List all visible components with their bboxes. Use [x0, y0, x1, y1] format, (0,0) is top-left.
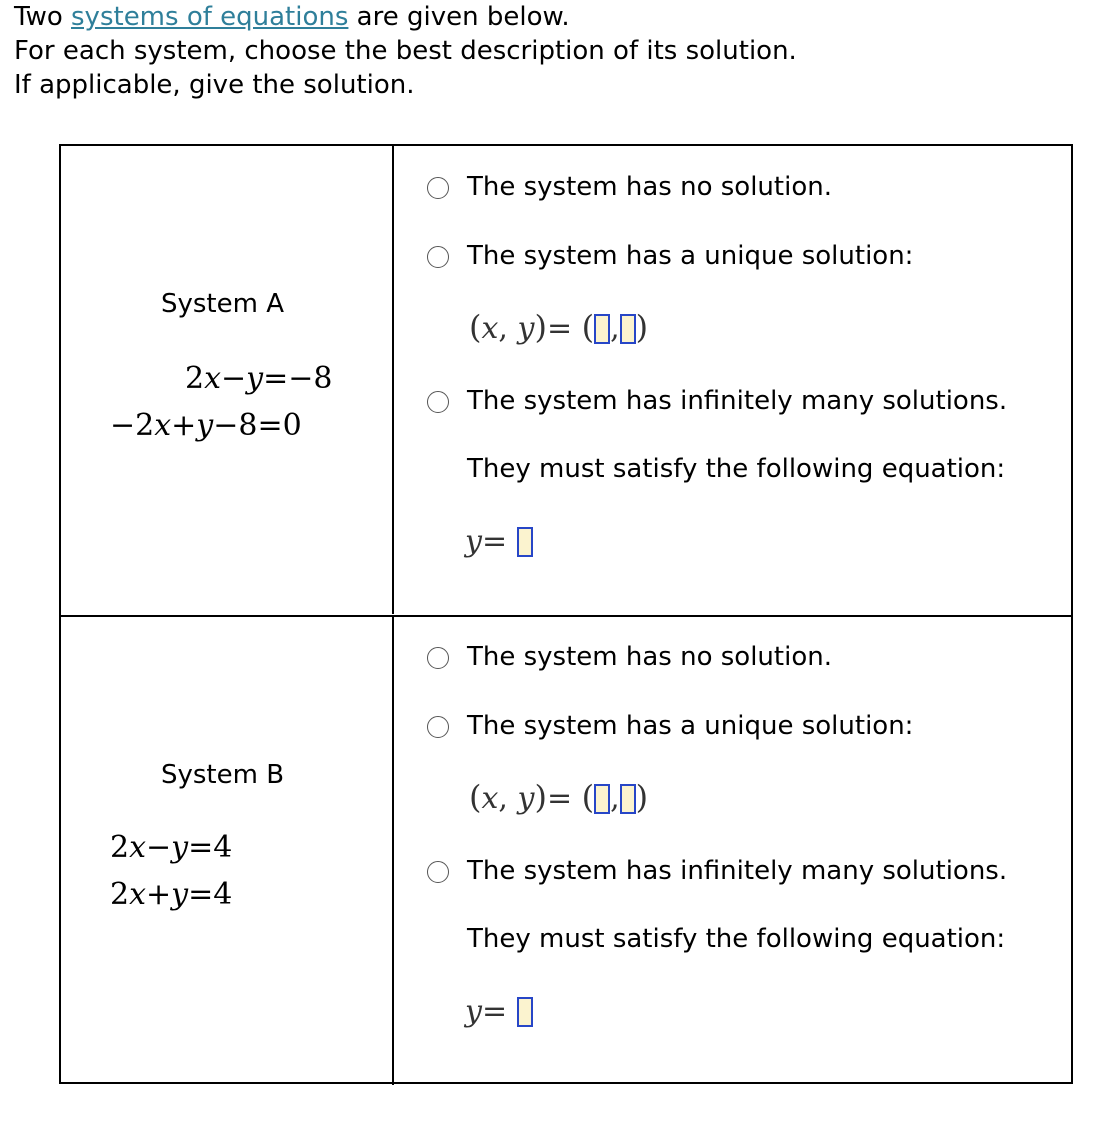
system-b-infinite-radio[interactable] — [427, 861, 449, 883]
system-b-x-input[interactable] — [594, 784, 610, 814]
system-a-no-solution-radio[interactable] — [427, 177, 449, 199]
systems-of-equations-link[interactable]: systems of equations — [71, 2, 349, 32]
system-b-unique-label: The system has a unique solution: — [467, 711, 914, 741]
system-b-equation-input[interactable] — [517, 997, 533, 1027]
system-a-label: System A — [161, 289, 285, 319]
system-a-satisfy-label: They must satisfy the following equation: — [467, 454, 1006, 484]
system-a-x-input[interactable] — [594, 314, 610, 344]
system-b-no-solution-label: The system has no solution. — [467, 642, 832, 672]
system-a-infinite-math: y= — [465, 524, 533, 559]
system-a-equation-1: 2x−y=−8 — [185, 361, 333, 396]
system-a-unique-label: The system has a unique solution: — [467, 241, 914, 271]
systems-table — [59, 144, 1073, 1084]
system-a-equation-input[interactable] — [517, 527, 533, 557]
system-a-unique-math: (x, y)= ( , ) — [469, 308, 649, 346]
system-b-y-input[interactable] — [620, 784, 636, 814]
system-b-no-solution-radio[interactable] — [427, 647, 449, 669]
system-a-infinite-label: The system has infinitely many solutions. — [467, 386, 1008, 416]
system-a-no-solution-label: The system has no solution. — [467, 172, 832, 202]
system-a-cell — [61, 146, 394, 614]
system-b-infinite-math: y= — [465, 994, 533, 1029]
system-b-row — [61, 615, 1071, 1085]
system-a-unique-radio[interactable] — [427, 246, 449, 268]
instructions-line-1: Two systems of equations are given below. — [14, 2, 570, 32]
system-b-satisfy-label: They must satisfy the following equation: — [467, 924, 1006, 954]
system-a-row — [61, 146, 1071, 614]
system-b-equation-1: 2x−y=4 — [110, 830, 233, 865]
system-b-cell — [61, 617, 394, 1085]
system-a-equation-2: −2x+y−8=0 — [110, 408, 302, 443]
system-b-unique-math: (x, y)= ( , ) — [469, 778, 649, 816]
system-b-unique-radio[interactable] — [427, 716, 449, 738]
system-a-infinite-radio[interactable] — [427, 391, 449, 413]
system-b-label: System B — [161, 760, 285, 790]
instructions — [14, 0, 797, 102]
system-b-equation-2: 2x+y=4 — [110, 877, 233, 912]
system-b-infinite-label: The system has infinitely many solutions. — [467, 856, 1008, 886]
system-a-y-input[interactable] — [620, 314, 636, 344]
instructions-line-3: If applicable, give the solution. — [14, 70, 415, 100]
instructions-line-2: For each system, choose the best description of its solution. — [14, 36, 797, 66]
